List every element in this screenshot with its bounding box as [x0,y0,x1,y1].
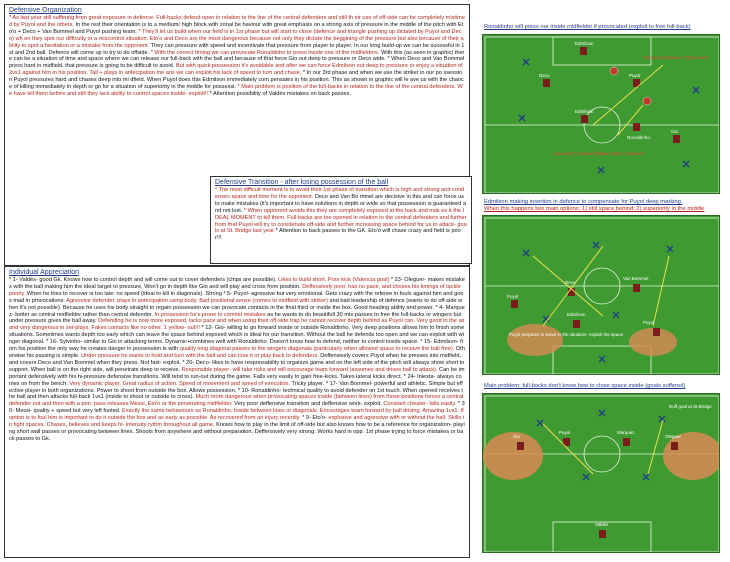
player-deco [543,79,550,87]
org-segment: * In our 3rd phase and when we use the striker in our po ssession Puyol pressures hard and chases deep into mi dfield. When Puyol does this Edmilson immediately com pensates in his position. This as shown in graphic will le ave us with the chance of killing immediately in depth or go for a situation of superiority in the middle for possessi. [9,70,464,91]
org-segment: In the rest their orientation is to a medium/ high block with zonal be haviour with great emphasis on a strong axis of pressure in the middle of the pitch with Eto'o + Deco + Van Bommel and Puyol pushing team. [9,21,464,35]
org-segment: They can pressure with speed and incentivate that pressure from player to player. In our long build-up we can be sucessful in 1st and 2nd ball. Defence will come up to try to do offside. [9,42,465,56]
org-segment: With this (as seen in graphic) there can be a situation of time and space where we can release our full-back with the ball and because of that force Gio out deep to pressure or Deco wide. * When Deco and Van Bommel press hard in midfield, that pressure is going to be difficult to avoid. [9,49,465,70]
diagram1-note: Gio [671,129,679,134]
indiv-segment: Otherwise his passing is simple. [9,346,465,359]
indiv-segment: * 12- Gio- willing to go forward inside or outside Ronaldinho. Very deep positions allows him to finish some situations. Sometimes wants depth too early which can leave the space behind exposed which is ideal for our transition. Without the ball he defends too open and we can exploit with winger diagonal. * 16- Sylvinho- similar to Gio in attacking terms. Dynamic+combines well with Ronaldinho. Doesn't know how to defend, neither to control inside space. * 15- Edmilson- from his position the only way he creates danger in possession is with [9,325,465,353]
player-ronaldinho [633,123,640,131]
diagram2-note: Puyol [507,294,519,299]
org-segment: * Main problem is position of the full-backs in relation to the line of the central defenders. We have kill them before and still they lack ability to control spaces inside- exploit!! [9,84,463,97]
indiv-segment: Agressive defender, plays in antecipation using body. Bad positional sense (comes to midfield with striker) [64,297,328,304]
indiv-segment: * 30- Messi- quality + speed but very left footed. [9,401,465,415]
indiv-segment: Likes to build short. Poor kick (Valencia goal) [276,277,390,283]
indiv-segment: Constant cheater- falls easily. [381,401,457,408]
diagram3-note: Oleguer [665,434,682,439]
individual-appreciation-text [9,277,465,443]
indiv-segment: Responsible player- will take risks and will encourage team forward (assumes and drives ball to attack). [180,366,438,373]
indiv-segment: * 23- Oleguer- makes mistakes with the ball making him the ideal target to pressure. Won't go in depth like Gio and will play and cross from position. [9,277,465,290]
diagram2-pitch [482,215,720,375]
org-segment: * Attention possibility of Valdés mistakes on back passes. [208,90,351,97]
defensive-organization-title: Defensive Organization [9,7,82,14]
diagram3-note: Puyol [559,430,571,435]
diagram1-note: Ronaldinho [627,135,650,140]
org-segment: * With the correct timing we can provocate Ronaldinho to press inside one of the midfielders. [149,49,380,56]
indiv-segment: and bad leadership of defence (wants to do off-side when it's not possible). Because he uses his body straight to regain possession we can provocate contacts in the final third or inside the box. Good heading ability and power. * 4- Marquez- better as central midfielder rather than central defender. [9,297,465,318]
diagram3-svg [483,394,720,553]
indiv-segment: Much more dangerous when provocating spaces inside (between lines) from those positions forces a central defender out and then with a pen. pass releases Messi, Eto'o or the penetrating midfielder. [9,394,464,408]
player-edmilson-2 [581,115,588,123]
diagram1-note: Edmilson [575,41,594,46]
indiv-segment: as he wants to do beautifull 30 mts passes to free the full-backs or wingers but under pressure gives the ball away. [9,311,462,325]
diagram1-note: Edmilson [575,109,594,114]
diagram1-svg [483,35,720,194]
indiv-segment: Can be important defensively with his hi-pressure defensive transitions. Will tend to run-out during the game. Falls very easily to gain free-kicks. Takes lateral kicks direct. * 24- Iniesta- always comes on from the bench. [9,366,465,387]
diagram2-note: Van Bommel [623,276,649,281]
diagram2-note: Deco [565,280,576,285]
org-segment: * They'll let us build when our field is in 1st phase but will start to close (defence and triangle pushing up dictated by Puyol and Deco) wh en they spot our difficulty or a miscontrol situation. Eto'o and Deco are the most dangerous because not only they dictate the beggining of the pressure but also because of their ability to spot a hesitation or a mistake from the opponent. [9,28,464,49]
indiv-segment: Under pressure he wants to hold and turn with the ball and can lose it or play back to defenders. [79,352,319,359]
diagram3-note: Marquez [617,430,635,435]
individual-appreciation-title: Individual Appreciation [9,269,80,276]
diagram2-note: Edmilson [567,312,586,317]
diagram1-note: Puyol [629,73,641,78]
diagram2-svg [483,216,720,375]
defensive-transition-panel [210,176,472,264]
indiv-segment: Tricky player. * 17- Van Bommel- powerful and athletic. Simple but effective player in both organizations. Power to shoot from outside the box. Allows possession. * 10- Ronaldinho- technical quality to avoid defender on 1st touch. When opened receives the ball and then attacks full-back 1vs1 (inside to shoot or outside to cross). [9,380,463,401]
indiv-segment: * 9- Eto'o- [300,415,327,422]
diagram1-note: Important to release fullback when in situation [553,151,645,156]
diagram2-caption1: Edmilson making insertion in defence to compensate for Puyol deep marking. [484,199,683,205]
diagram2-caption2: When this happens two main options: 1) still space behind; 2) superiority in the middle [484,206,705,212]
indiv-segment: In possession he's prone to commit mistakes [152,311,266,318]
diagram3-note: Gio [513,434,521,439]
player-gio [673,135,680,143]
diagram2-note: Puyol [643,320,655,325]
org-segment: * As last year still suffering from great exposure in defence. Full-backs defend open in relation to the line of the central defenders and still th eir use of off-side can be completely mistimed by Puyol and the others. [9,15,465,28]
org-segment: But with quick possession it's avoidable and after we can force Edmilson out deep to pressure or enjoy a situation of 2vs1 against him in his position. Tall + plays in antecipation me ans we can exploit his lack of speed to turn and chase. [9,63,463,77]
diagram3-caption: Main problem: full-backs don't know how to close space inside (goals suffered) [484,383,686,389]
trans-segment: * Attention to back passes to the GK. Eto'o will chase crazy and field is poor!!! [215,228,461,242]
defensive-transition-text [215,187,467,242]
trans-segment: * When opponent avoids this they are completely exposed at the back and mak es it the IDEAL MOMENT to kill them. Full-backs are too opened in relation to the central defenders and further from that Puyol will try to coordenate off-side and further increasing space behind for us to attack- goals at St. Bridge last year [215,207,467,235]
diagram1-caption: Ronaldinho will press our inside midfielder if provocated (exploit to free full-back) [484,24,691,30]
trans-segment: Deco and Van Bo mmel are decisive in this and can force us to make mistakes (it's important to have solutions in depth or wide so that possession is guaranteed and not lost. [215,193,467,214]
diagram3-pitch [482,393,720,553]
indiv-segment: quality long diagonal passes to the wingers diagonals (particularly when allowed space to receive the ball free). [178,346,455,353]
diagram1-note: Forced to pressure or Deco wide [643,55,709,60]
diagram1-note: Deco [539,73,550,78]
indiv-segment: explosive and agressive with or without the ball. Skills in tight spaces. Chases, believes and keeps hi- intensity rythm throughout all game. [9,415,464,429]
indiv-segment: Exactly the same behaviours as Ronaldinho. Inside between lines or diagonals. Encourages team forward by ball driving. Amazing 1vs1. If option is to foul him is important to do it outside the box and as early as possible. As recovered from an injury recently. [9,408,464,422]
indiv-segment: Very poor deffensive transition and deffensive work- exploit. [232,401,382,408]
individual-appreciation-panel [4,266,470,558]
indiv-segment: * 1- Valdés- good Gk. Knows how to control depth and will come out to cover defenders (chips are possible). [9,277,277,283]
indiv-segment: Deffensively covers Puyol when he presses into midfield, and covers Deco and Van Bommel when they press. Not fast- exploit. * 20- Deco- likes to have responsability to organize game and on the left side of the pitch will always show short to support. When ball is on the right side, will penetrate deep to receive. [9,352,465,373]
player-edmilson [580,47,587,55]
indiv-segment: Knows how to play in the limit of off-side but also knows how to be a reference for organization- playing short wall passes or provocating between lines. Shoots from anywhere and without preparation. Deffensively very strong. Works hard in opp. 1st phase trying to force mistakes or back passes to Gk. [9,422,465,442]
indiv-segment: When he tries to recover is too late: no speed (ideal to kill in diagonals). Strong * 5- Puyol- agressive but very emotional. Gets crazy with the referee in fouls against him and goes mad in provocations. [9,290,464,304]
indiv-segment: Deffensively poor, has no pace, and choses his timings of tackle poorly. [9,283,461,297]
indiv-segment: Defending he is now more exposed, lacks pace and when using their off-side trap he cannot recover depth behind as Puyol can. Very good in the air and very dangerous in set-plays. Fakes contacts like no other. 1 yellow- out!!! [9,318,465,332]
defensive-transition-title: Defensive Transition - after losing possession of the ball [215,179,389,186]
diagram1-pitch [482,34,720,194]
diagram2-note: Puyol prepares to leave in the situation- exploit the space [509,332,624,337]
defensive-organization-text [9,15,465,98]
diagram3-note: Duff goal at St.Bridge [669,404,712,409]
trans-segment: * The most difficult moment is to avoid their 1st phase of transition which is high and strong and condenses space and time for the opponent. [215,187,465,200]
indiv-segment: Very dynamic player. Great radius of action. Speed of movement and speed of execution. [67,380,291,387]
diagram3-note: Valdés [595,522,609,527]
